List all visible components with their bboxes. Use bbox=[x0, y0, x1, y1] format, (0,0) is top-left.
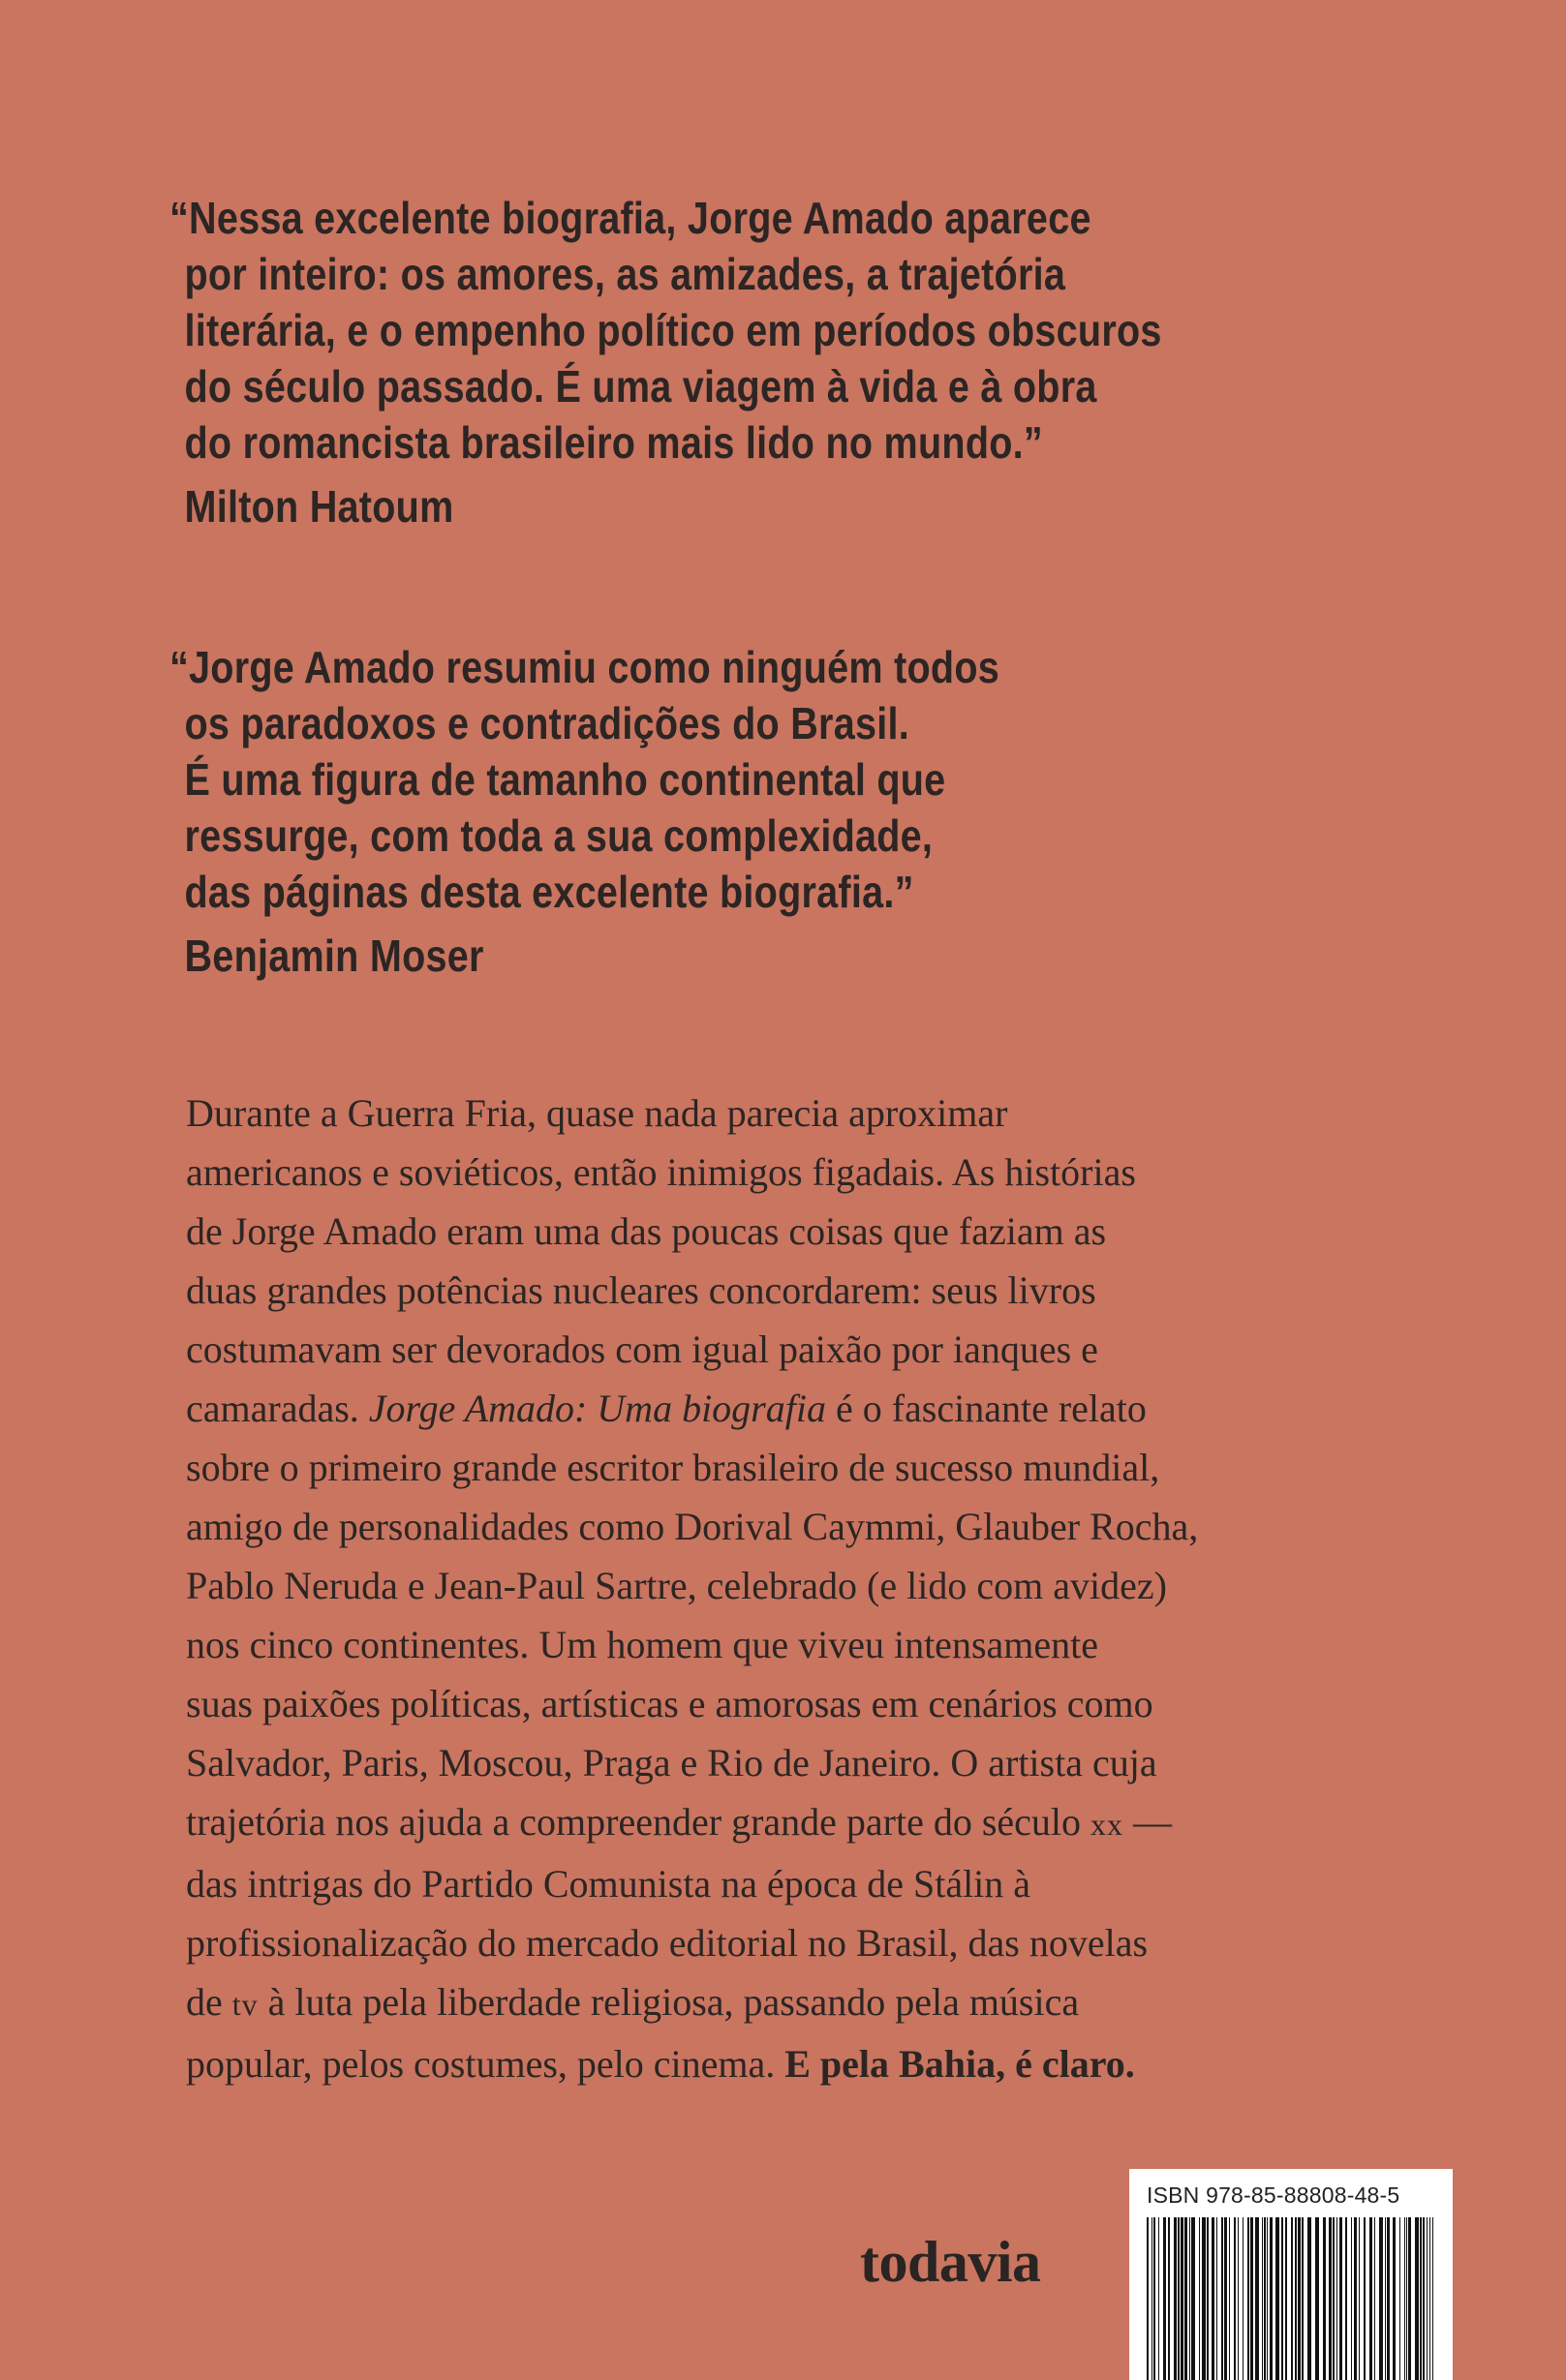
small-caps-text: tv bbox=[231, 1987, 259, 2022]
quote-line: literária, e o empenho político em períodos obscuros bbox=[184, 305, 1162, 355]
description-line: Salvador, Paris, Moscou, Praga e Rio de Janeiro. O artista cuja bbox=[186, 1741, 1157, 1785]
description-text: popular, pelos costumes, pelo cinema. bbox=[186, 2042, 785, 2086]
quote-line: das páginas desta excelente biografia.” bbox=[184, 867, 914, 917]
description-line: nos cinco continentes. Um homem que viveu intensamente bbox=[186, 1623, 1098, 1666]
book-description bbox=[186, 1083, 1387, 2093]
description-line: suas paixões políticas, artísticas e amorosas em cenários como bbox=[186, 1682, 1153, 1725]
quote-line: do século passado. É uma viagem à vida e à obra bbox=[184, 361, 1097, 412]
description-line: das intrigas do Partido Comunista na época de Stálin à bbox=[186, 1862, 1031, 1906]
description-text: — bbox=[1123, 1800, 1173, 1844]
barcode-icon bbox=[1145, 2217, 1437, 2380]
description-line: profissionalização do mercado editorial no Brasil, das novelas bbox=[186, 1921, 1149, 1965]
quote-line: “Jorge Amado resumiu como ninguém todos bbox=[169, 642, 1000, 692]
description-text: é o fascinante relato bbox=[825, 1387, 1147, 1430]
quote-line: “Nessa excelente biografia, Jorge Amado aparece bbox=[169, 193, 1091, 243]
description-line: duas grandes potências nucleares concordarem: seus livros bbox=[186, 1268, 1096, 1312]
quote-line: ressurge, com toda a sua complexidade, bbox=[184, 810, 934, 861]
description-text: de bbox=[186, 1980, 232, 2024]
book-title-italic: Jorge Amado: Uma biografia bbox=[368, 1387, 826, 1430]
quote-line: do romancista brasileiro mais lido no mundo.” bbox=[184, 417, 1043, 468]
description-line: Pablo Neruda e Jean-Paul Sartre, celebrado (e lido com avidez) bbox=[186, 1564, 1167, 1607]
quote-author: Benjamin Moser bbox=[184, 931, 484, 981]
quote-benjamin-moser bbox=[169, 639, 1169, 984]
description-line: de Jorge Amado eram uma das poucas coisas que faziam as bbox=[186, 1209, 1107, 1253]
quote-line: por inteiro: os amores, as amizades, a trajetória bbox=[184, 249, 1066, 299]
description-bold-closing: E pela Bahia, é claro. bbox=[784, 2042, 1135, 2086]
description-text: à luta pela liberdade religiosa, passando pela música bbox=[258, 1980, 1080, 2024]
quote-author: Milton Hatoum bbox=[184, 481, 454, 532]
description-line bbox=[186, 1792, 1387, 1854]
description-text: trajetória nos ajuda a compreender grande parte do século bbox=[186, 1800, 1091, 1844]
isbn-barcode bbox=[1129, 2169, 1453, 2380]
quote-line: os paradoxos e contradições do Brasil. bbox=[184, 698, 909, 748]
description-line: Durante a Guerra Fria, quase nada parecia aproximar bbox=[186, 1091, 1008, 1135]
quote-milton-hatoum bbox=[169, 190, 1169, 534]
description-line: amigo de personalidades como Dorival Caymmi, Glauber Rocha, bbox=[186, 1505, 1199, 1548]
description-line bbox=[186, 1379, 1387, 1438]
description-line bbox=[186, 2034, 1387, 2093]
quote-line: É uma figura de tamanho continental que bbox=[184, 754, 946, 805]
description-line: sobre o primeiro grande escritor brasileiro de sucesso mundial, bbox=[186, 1446, 1160, 1489]
description-text: camaradas. bbox=[186, 1387, 369, 1430]
isbn-label: ISBN 978-85-88808-48-5 bbox=[1147, 2182, 1400, 2208]
description-line: americanos e soviéticos, então inimigos figadais. As histórias bbox=[186, 1150, 1136, 1194]
publisher-logo: todavia bbox=[860, 2230, 1041, 2294]
description-line bbox=[186, 1972, 1387, 2034]
description-line: costumavam ser devorados com igual paixão por ianques e bbox=[186, 1327, 1098, 1371]
small-caps-text: xx bbox=[1090, 1807, 1124, 1842]
